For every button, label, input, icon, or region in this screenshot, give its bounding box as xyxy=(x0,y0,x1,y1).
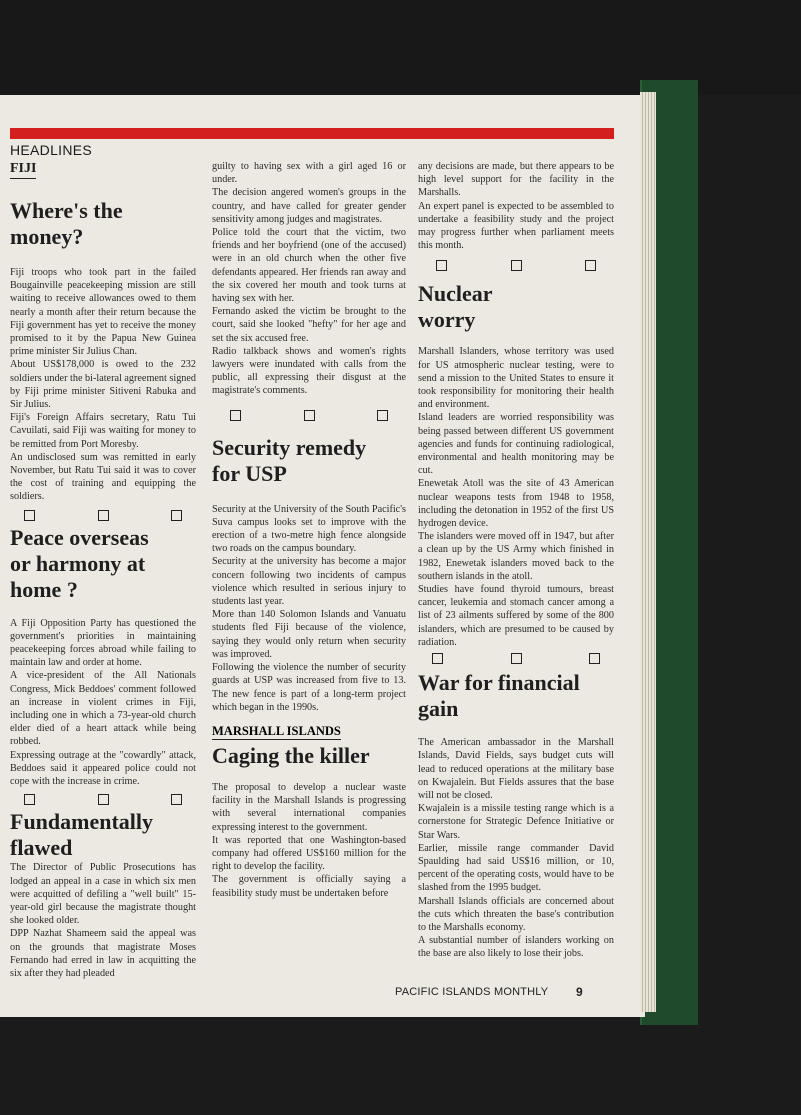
headline-peace-overseas: Peace overseas or harmony at home ? xyxy=(10,524,149,602)
paragraph: Security at the University of the South Pacific's Suva campus looks set to improve with the erection of a two-metre high fence alongside two roads on the campus boundary. xyxy=(212,503,406,555)
bullet-box-icon xyxy=(511,653,522,664)
paragraph: Earlier, missile range commander David Spaulding had said US$16 million, or 10, percent of the operating costs, would have to be slashed from the 1995 budget. xyxy=(418,842,614,894)
paragraph: Marshall Islands officials are concerned about the cuts which threaten the base's contribution to the Marshalls economy. xyxy=(418,895,614,933)
paragraph: Island leaders are worried responsibility was being passed between different US government agencies and funds for continuing radiological, environmental and health monitoring may be cut. xyxy=(418,412,614,477)
bullet-box-icon xyxy=(589,653,600,664)
paragraph: A Fiji Opposition Party has questioned the government's priorities in maintaining peacekeeping forces abroad while failing to maintain law and order at home. xyxy=(10,617,196,669)
paragraph: An undisclosed sum was remitted in early November, but Ratu Tui said it was to cover the cost of training and equipping the soldiers. xyxy=(10,451,196,503)
headline-war-for-financial-gain: War for financial gain xyxy=(418,670,580,722)
paragraph: Fiji troops who took part in the failed Bougainville peacekeeping mission are still waiting to receive allowances owed to them nearly a month after their return because the Fiji government has yet to receive the money promised to it by the Papua New Guinea prime minister Sir Julius Chan. xyxy=(10,267,196,358)
paragraph: Enewetak Atoll was the site of 43 American nuclear weapons tests from 1948 to 1958, including the detonation in 1952 of the first US hydrogen device. xyxy=(418,478,614,530)
bullet-box-icon xyxy=(171,794,182,805)
paragraph: Radio talkback shows and women's rights lawyers were inundated with calls from the public, all expressing their disgust at the magistrate's comments. xyxy=(212,345,406,397)
paragraph: A vice-president of the All Nationals Congress, Mick Beddoes' comment followed an increase in violent crimes in Fiji, including one in which a 73-year-old church elder died of a heart attack while being robbed. xyxy=(10,670,196,748)
paragraph: Marshall Islanders, whose territory was used for US atmospheric nuclear testing, were to send a mission to the United States to ensure it took responsibility for monitoring their health and environment. xyxy=(418,346,614,411)
paragraph: It was reported that one Washington-based company had offered US$160 million for the right to develop the facility. xyxy=(212,834,406,873)
paragraph: The proposal to develop a nuclear waste facility in the Marshall Islands is progressing with several international companies expressing interest to the government. xyxy=(212,781,406,833)
separator-boxes xyxy=(10,794,196,805)
paragraph: The islanders were moved off in 1947, but after a clean up by the US Army which finished in 1982, Enewetak islanders moved back to the southern islands in the atoll. xyxy=(418,531,614,582)
section-label-marshall-islands: MARSHALL ISLANDS xyxy=(212,723,341,738)
paragraph: The decision angered women's groups in the country, and have called for greater gender sensitivity among judges and magistrates. xyxy=(212,187,406,225)
page-edges xyxy=(640,92,656,1012)
paragraph: The American ambassador in the Marshall Islands, David Fields, says budget cuts will lead to reduced operations at the military base on Kwajalein. But Fields assures that the base will not be closed. xyxy=(418,737,614,801)
footer-magazine-title: PACIFIC ISLANDS MONTHLY xyxy=(395,986,549,998)
paragraph: Fiji's Foreign Affairs secretary, Ratu Tui Cavuilati, said Fiji was waiting for money to be remitted from Port Moresby. xyxy=(10,412,196,450)
paragraph: any decisions are made, but there appears to be high level support for the facility in the Marshalls. xyxy=(418,161,614,199)
headline-wheres-the-money: Where's the money? xyxy=(10,198,123,249)
bullet-box-icon xyxy=(230,410,241,421)
headline-security-remedy: Security remedy for USP xyxy=(212,434,367,486)
paragraph: Following the violence the number of security guards at USP was increased from five to 13. The new fence is part of a long-term project which began in the 1990s. xyxy=(212,662,406,713)
bullet-box-icon xyxy=(377,410,388,421)
paragraph: guilty to having sex with a girl aged 16 or under. xyxy=(212,161,406,186)
paragraph: Kwajalein is a missile testing range which is a cornerstone for Strategic Defence Initiative or Star Wars. xyxy=(418,803,614,841)
headline-fundamentally-flawed: Fundamentally flawed xyxy=(10,809,154,861)
paragraph: Expressing outrage at the "cowardly" attack, Beddoes said it appeared police could not cope with the increase in crime. xyxy=(10,749,196,788)
bullet-box-icon xyxy=(24,510,35,521)
headline-caging-the-killer: Caging the killer xyxy=(212,742,370,768)
bullet-box-icon xyxy=(432,653,443,664)
paragraph: DPP Nazhat Shameem said the appeal was on the grounds that magistrate Moses Fernando had erred in law in acquitting the six after they had pleaded xyxy=(10,928,196,979)
paragraph: More than 140 Solomon Islands and Vanuatu students fled Fiji because of the violence, saying they would only return when security was improved. xyxy=(212,609,406,660)
paragraph: Police told the court that the victim, two friends and her boyfriend (one of the accused) were in an old church when the other five defendants appeared. Her friends ran away and the six covered her mouth and took turns at having sex with her. xyxy=(212,227,406,305)
bullet-box-icon xyxy=(24,794,35,805)
bullet-box-icon xyxy=(304,410,315,421)
paragraph: A substantial number of islanders working on the base are also likely to lose their jobs. xyxy=(418,935,614,960)
section-accent-bar xyxy=(10,128,614,139)
paragraph: The government is officially saying a feasibility study must be undertaken before xyxy=(212,874,406,899)
page-number: 9 xyxy=(576,985,583,999)
bullet-box-icon xyxy=(585,260,596,271)
paragraph: The Director of Public Prosecutions has lodged an appeal in a case in which six men were acquitted of defiling a "well built" 15-year-old girl because the magistrate thought she looked older. xyxy=(10,862,196,927)
separator-boxes xyxy=(418,260,614,271)
bullet-box-icon xyxy=(171,510,182,521)
paragraph: Fernando asked the victim be brought to the court, said she looked "hefty" for her age and set the six accused free. xyxy=(212,306,406,344)
column-1 xyxy=(10,198,196,980)
section-label-fiji: FIJI xyxy=(10,161,36,179)
separator-boxes xyxy=(212,410,406,421)
bullet-box-icon xyxy=(436,260,447,271)
paragraph: Studies have found thyroid tumours, breast cancer, leukemia and stomach cancer among a list of 23 ailments suffered by some of the 800 islanders, which are presumed to be caused by radiation. xyxy=(418,584,614,648)
paragraph: An expert panel is expected to be assembled to undertake a feasibility study and the project may progress further when parliament meets this month. xyxy=(418,200,614,252)
paragraph: Security at the university has become a major concern following two incidents of campus violence which resulted in serious injury to students last year. xyxy=(212,556,406,608)
column-2 xyxy=(212,160,406,900)
bullet-box-icon xyxy=(511,260,522,271)
paragraph: About US$178,000 is owed to the 232 soldiers under the bi-lateral agreement signed by Fiji prime minister Sitiveni Rabuka and Sir Julius. xyxy=(10,359,196,411)
separator-boxes xyxy=(418,653,614,664)
headline-nuclear-worry: Nuclear worry xyxy=(418,281,493,333)
bullet-box-icon xyxy=(98,510,109,521)
separator-boxes xyxy=(10,510,196,521)
column-3 xyxy=(418,160,614,961)
bullet-box-icon xyxy=(98,794,109,805)
section-title: HEADLINES xyxy=(10,142,93,158)
